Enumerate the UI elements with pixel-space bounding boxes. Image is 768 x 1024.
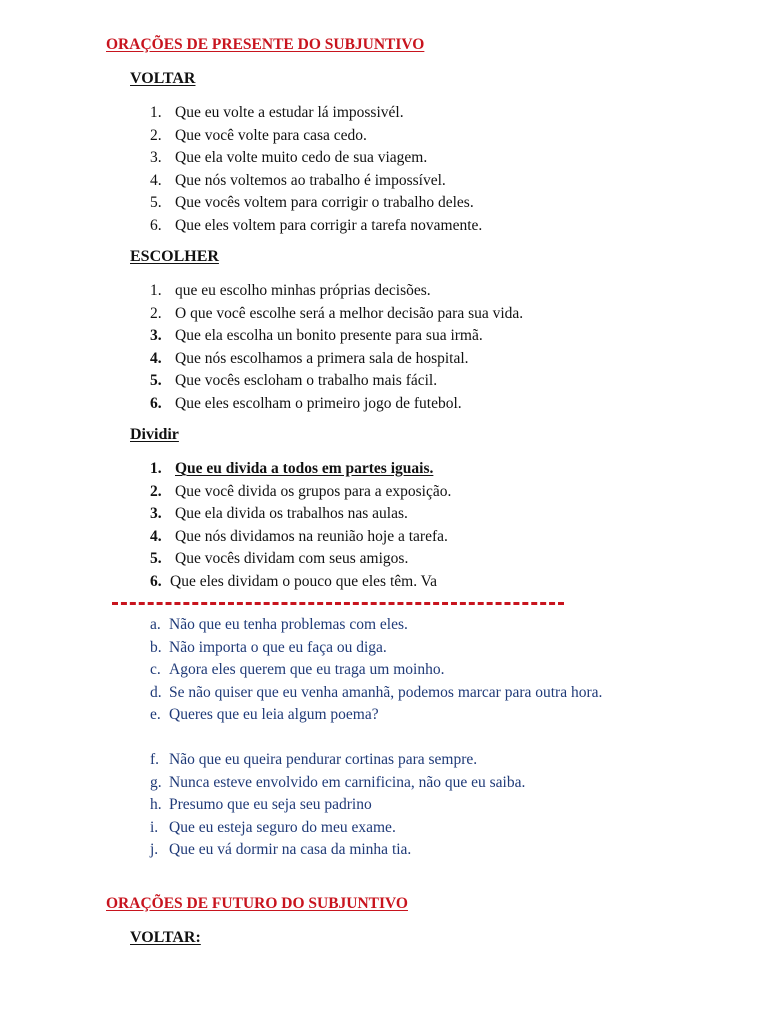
item-letter: b. (150, 638, 162, 656)
item-letter: h. (150, 796, 162, 813)
item-text: Que eu volte a estudar lá impossivél. (175, 104, 404, 121)
item-text: Não que eu tenha problemas com eles. (169, 616, 408, 633)
item-number: 3. (150, 149, 162, 166)
list-item (150, 659, 602, 682)
list-item (150, 503, 451, 526)
item-text: Agora eles querem que eu traga um moinho. (169, 661, 445, 678)
list-item (150, 839, 525, 862)
item-number: 2. (150, 126, 162, 144)
list-item (150, 102, 482, 125)
item-text: Não que eu queira pendurar cortinas para sempre. (169, 751, 478, 768)
item-text: Que eles escolham o primeiro jogo de futebol. (175, 394, 462, 412)
item-text: Queres que eu leia algum poema? (169, 706, 379, 723)
escolher-list (150, 280, 523, 415)
item-letter: g. (150, 773, 162, 791)
item-text: que eu escolho minhas próprias decisões. (175, 282, 431, 299)
list-item (150, 370, 523, 393)
item-text: Que você volte para casa cedo. (175, 126, 367, 144)
list-item (150, 325, 523, 348)
item-number: 3. (150, 505, 162, 522)
item-text: Que eu divida a todos em partes iguais. (175, 460, 434, 477)
escolher-title: ESCOLHER (130, 248, 219, 265)
list-item (150, 170, 482, 193)
item-letter: a. (150, 616, 161, 633)
item-letter: i. (150, 818, 159, 836)
item-number: 2. (150, 482, 162, 500)
item-letter: f. (150, 751, 160, 768)
examples-list-b (150, 749, 525, 862)
list-item (150, 125, 482, 148)
dashed-divider (112, 602, 564, 605)
item-letter: e. (150, 706, 161, 723)
list-item (150, 794, 525, 817)
list-item (150, 614, 602, 637)
item-number: 5. (150, 372, 162, 389)
list-item (150, 817, 525, 840)
item-text: O que você escolhe será a melhor decisão para sua vida. (175, 304, 524, 322)
item-number: 1. (150, 104, 162, 121)
item-text: Que você divida os grupos para a exposição. (175, 482, 452, 500)
item-number: 6. (150, 394, 162, 412)
item-text: Se não quiser que eu venha amanhã, podemos marcar para outra hora. (169, 683, 603, 701)
list-item (150, 772, 525, 795)
item-text: Que nós escolhamos a primera sala de hospital. (175, 349, 469, 367)
item-number: 4. (150, 171, 162, 189)
list-item (150, 682, 602, 705)
list-item (150, 548, 451, 571)
item-text: Nunca esteve envolvido em carnificina, não que eu saiba. (169, 773, 526, 791)
item-number: 4. (150, 349, 162, 367)
item-text: Que vocês dividam com seus amigos. (175, 550, 409, 567)
item-text: Que nós voltemos ao trabalho é impossível. (175, 171, 446, 189)
item-letter: j. (150, 841, 159, 858)
list-item (150, 348, 523, 371)
item-text: Que vocês voltem para corrigir o trabalho deles. (175, 194, 474, 211)
item-letter: c. (150, 661, 161, 678)
list-item (150, 303, 523, 326)
futuro-subjuntivo-heading: ORAÇÕES DE FUTURO DO SUBJUNTIVO (106, 895, 408, 912)
item-number: 2. (150, 304, 162, 322)
list-item (150, 280, 523, 303)
item-text: Que eles voltem para corrigir a tarefa novamente. (175, 216, 483, 234)
list-item (150, 526, 451, 549)
examples-list-a (150, 614, 602, 727)
item-text: Que eu esteja seguro do meu exame. (169, 818, 396, 836)
voltar-list (150, 102, 482, 237)
item-text: Que vocês escloham o trabalho mais fácil. (175, 372, 438, 389)
list-item (150, 215, 482, 238)
item-number: 3. (150, 327, 162, 344)
presente-subjuntivo-heading: ORAÇÕES DE PRESENTE DO SUBJUNTIVO (106, 36, 425, 53)
list-item (150, 637, 602, 660)
item-number: 1. (150, 282, 162, 299)
item-text: Que ela divida os trabalhos nas aulas. (175, 505, 408, 522)
item-number: 5. (150, 194, 162, 211)
list-item (150, 458, 451, 481)
list-item (150, 481, 451, 504)
item-text: Presumo que eu seja seu padrino (169, 796, 372, 813)
list-item (150, 393, 523, 416)
item-number: 6. (150, 216, 162, 234)
item-text: Que ela escolha un bonito presente para sua irmã. (175, 327, 483, 344)
item-text: Que eu vá dormir na casa da minha tia. (169, 841, 412, 858)
item-letter: d. (150, 683, 162, 701)
dividir-list (150, 458, 451, 593)
item-text: Que eles dividam o pouco que eles têm. Va (170, 572, 438, 590)
list-item (150, 749, 525, 772)
list-item (150, 147, 482, 170)
list-item (150, 571, 451, 594)
item-number: 6. (150, 572, 162, 590)
item-text: Não importa o que eu faça ou diga. (169, 638, 387, 656)
dividir-title: Dividir (130, 426, 179, 443)
item-number: 1. (150, 460, 162, 477)
voltar-title: VOLTAR (130, 70, 196, 87)
futuro-voltar-title: VOLTAR: (130, 929, 201, 946)
list-item (150, 192, 482, 215)
list-item (150, 704, 602, 727)
item-number: 5. (150, 550, 162, 567)
item-text: Que nós dividamos na reunião hoje a tarefa. (175, 527, 448, 545)
item-number: 4. (150, 527, 162, 545)
item-text: Que ela volte muito cedo de sua viagem. (175, 149, 428, 166)
